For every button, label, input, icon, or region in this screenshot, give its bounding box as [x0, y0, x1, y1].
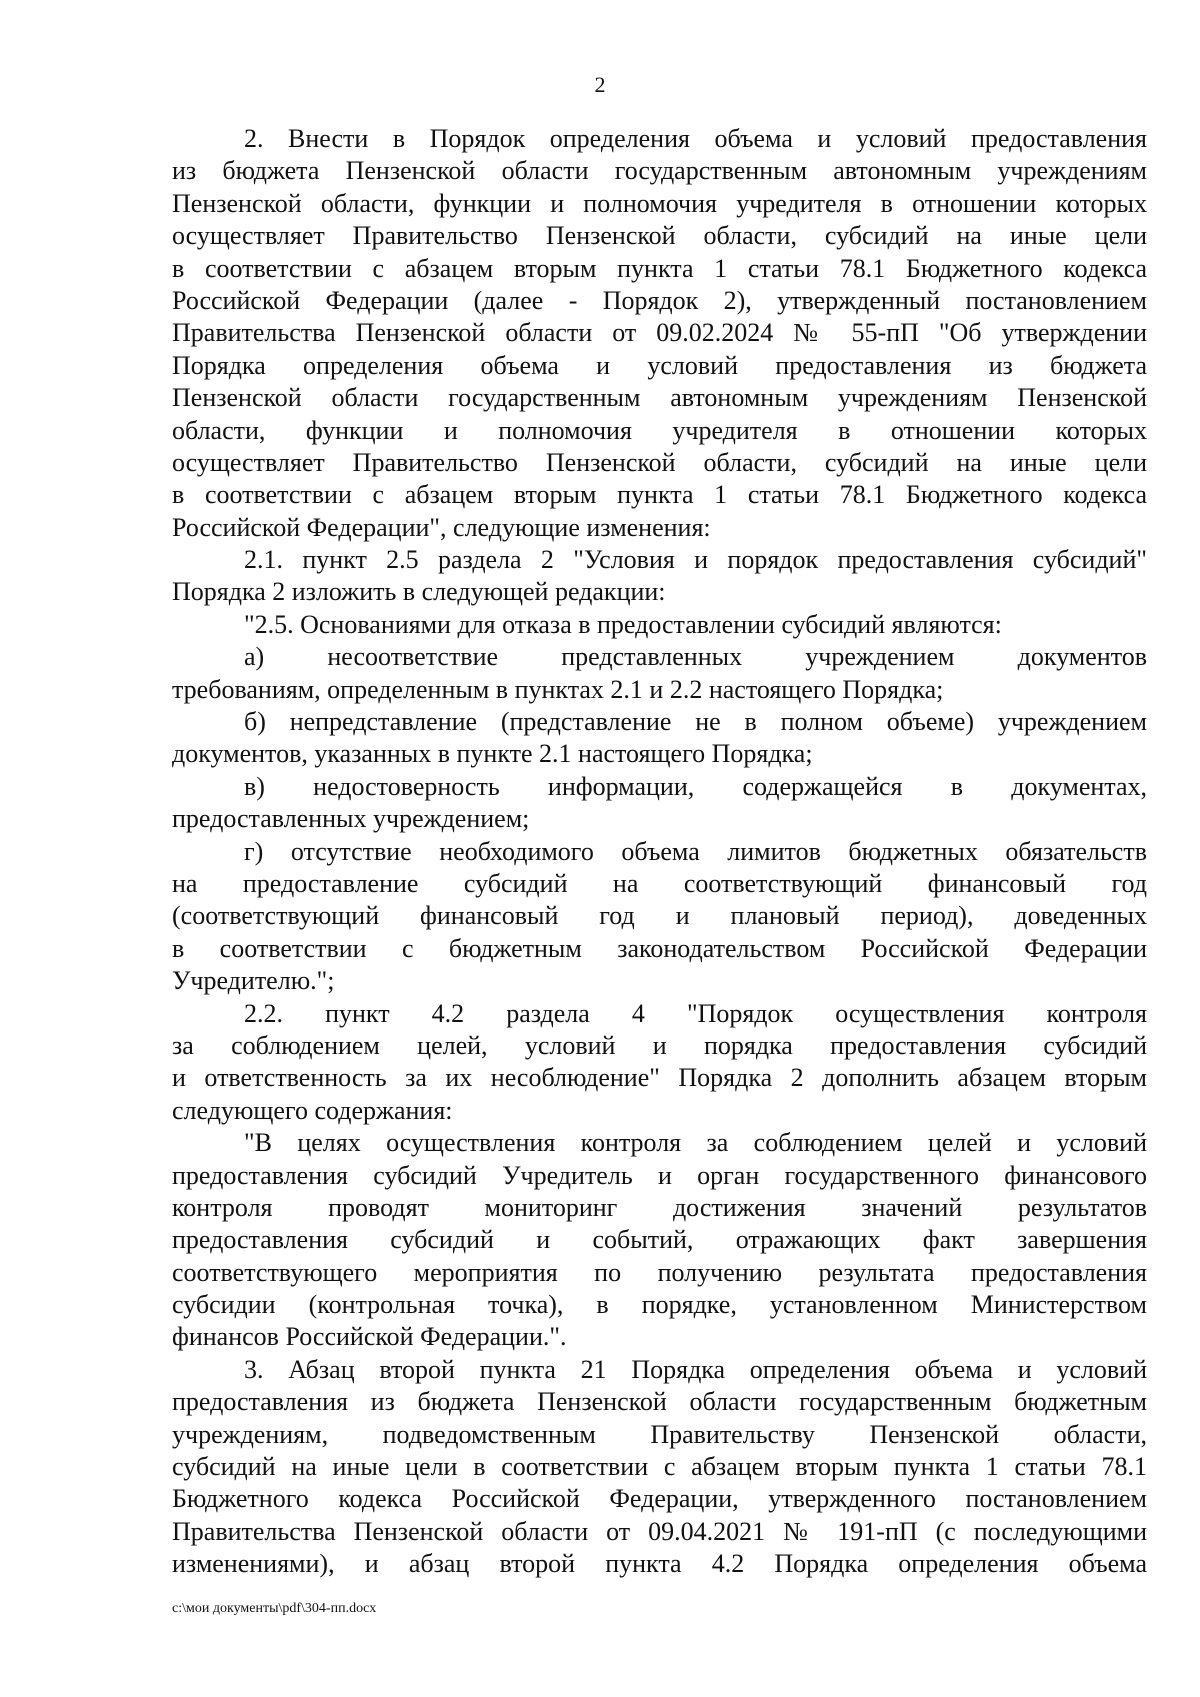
text-line: контроля проводят мониторинг достижения значений результатов [172, 1192, 1147, 1222]
text-line: Порядка определения объема и условий предоставления из бюджета [172, 350, 1147, 380]
text-line: учреждениям, подведомственным Правительству Пензенской области, [172, 1419, 1147, 1449]
text-line: 2.1. пункт 2.5 раздела 2 "Условия и порядок предоставления субсидий" [244, 545, 1147, 575]
text-line: соответствующего мероприятия по получению результата предоставления [172, 1257, 1147, 1287]
text-line: изменениями), и абзац второй пункта 4.2 Порядка определения объема [172, 1549, 1147, 1579]
text-line: Пензенской области, функции и полномочия учредителя в отношении которых [172, 188, 1147, 218]
text-line: 3. Абзац второй пункта 21 Порядка определения объема и условий [244, 1354, 1147, 1384]
text-line: (соответствующий финансовый год и плановый период), доведенных [172, 901, 1147, 931]
text-line: Правительства Пензенской области от 09.04.2021 № 191-пП (с последующими [172, 1516, 1147, 1546]
text-line: субсидии (контрольная точка), в порядке, установленном Министерством [172, 1290, 1147, 1320]
text-line: требованиям, определенным в пунктах 2.1 и 2.2 настоящего Порядка; [172, 674, 944, 704]
text-line: на предоставление субсидий на соответствующий финансовый год [172, 868, 1147, 898]
text-line: Бюджетного кодекса Российской Федерации, утвержденного постановлением [172, 1484, 1147, 1514]
text-line: "2.5. Основаниями для отказа в предоставлении субсидий являются: [244, 609, 1002, 639]
text-line: Правительства Пензенской области от 09.02.2024 № 55-пП "Об утверждении [172, 318, 1147, 348]
document-body [172, 123, 1147, 1581]
text-line: Порядка 2 изложить в следующей редакции: [172, 577, 666, 607]
text-line: предоставления субсидий и событий, отражающих факт завершения [172, 1225, 1147, 1255]
text-line: финансов Российской Федерации.". [172, 1322, 567, 1352]
text-line: Пензенской области государственным автономным учреждениям Пензенской [172, 383, 1147, 413]
text-line: предоставления субсидий Учредитель и орган государственного финансового [172, 1160, 1147, 1190]
text-line: 2.2. пункт 4.2 раздела 4 "Порядок осуществления контроля [244, 998, 1147, 1028]
text-line: субсидий на иные цели в соответствии с абзацем вторым пункта 1 статьи 78.1 [172, 1452, 1147, 1482]
text-line: предоставления из бюджета Пензенской области государственным бюджетным [172, 1387, 1147, 1417]
text-line: из бюджета Пензенской области государственным автономным учреждениям [172, 156, 1147, 186]
text-line: г) отсутствие необходимого объема лимитов бюджетных обязательств [244, 836, 1147, 866]
text-line: 2. Внести в Порядок определения объема и условий предоставления [244, 124, 1147, 153]
text-line: осуществляет Правительство Пензенской области, субсидий на иные цели [172, 221, 1147, 251]
text-line: в соответствии с абзацем вторым пункта 1 статьи 78.1 Бюджетного кодекса [172, 253, 1147, 283]
text-line: Российской Федерации", следующие изменения: [172, 512, 711, 542]
page-number: 2 [594, 72, 606, 97]
text-line: Российской Федерации (далее - Порядок 2), утвержденный постановлением [172, 285, 1147, 315]
text-line: в соответствии с абзацем вторым пункта 1 статьи 78.1 Бюджетного кодекса [172, 480, 1147, 510]
text-line: в соответствии с бюджетным законодательством Российской Федерации [172, 933, 1147, 963]
text-line: а) несоответствие представленных учреждением документов [244, 642, 1147, 672]
text-line: осуществляет Правительство Пензенской области, субсидий на иные цели [172, 447, 1147, 477]
text-line: в) недостоверность информации, содержащейся в документах, [244, 771, 1147, 801]
text-line: предоставленных учреждением; [172, 804, 530, 834]
text-line: следующего содержания: [172, 1095, 453, 1125]
text-line: области, функции и полномочия учредителя в отношении которых [172, 415, 1147, 445]
text-line: документов, указанных в пункте 2.1 настоящего Порядка; [172, 739, 813, 769]
file-path-footer: c:\мои документы\pdf\304-пп.docx [172, 1601, 377, 1616]
text-line: и ответственность за их несоблюдение" Порядка 2 дополнить абзацем вторым [172, 1063, 1147, 1093]
text-line: Учредителю."; [172, 966, 335, 996]
text-line: за соблюдением целей, условий и порядка предоставления субсидий [172, 1030, 1147, 1060]
text-line: б) непредставление (представление не в полном объеме) учреждением [244, 707, 1147, 737]
text-line: "В целях осуществления контроля за соблюдением целей и условий [244, 1128, 1147, 1158]
